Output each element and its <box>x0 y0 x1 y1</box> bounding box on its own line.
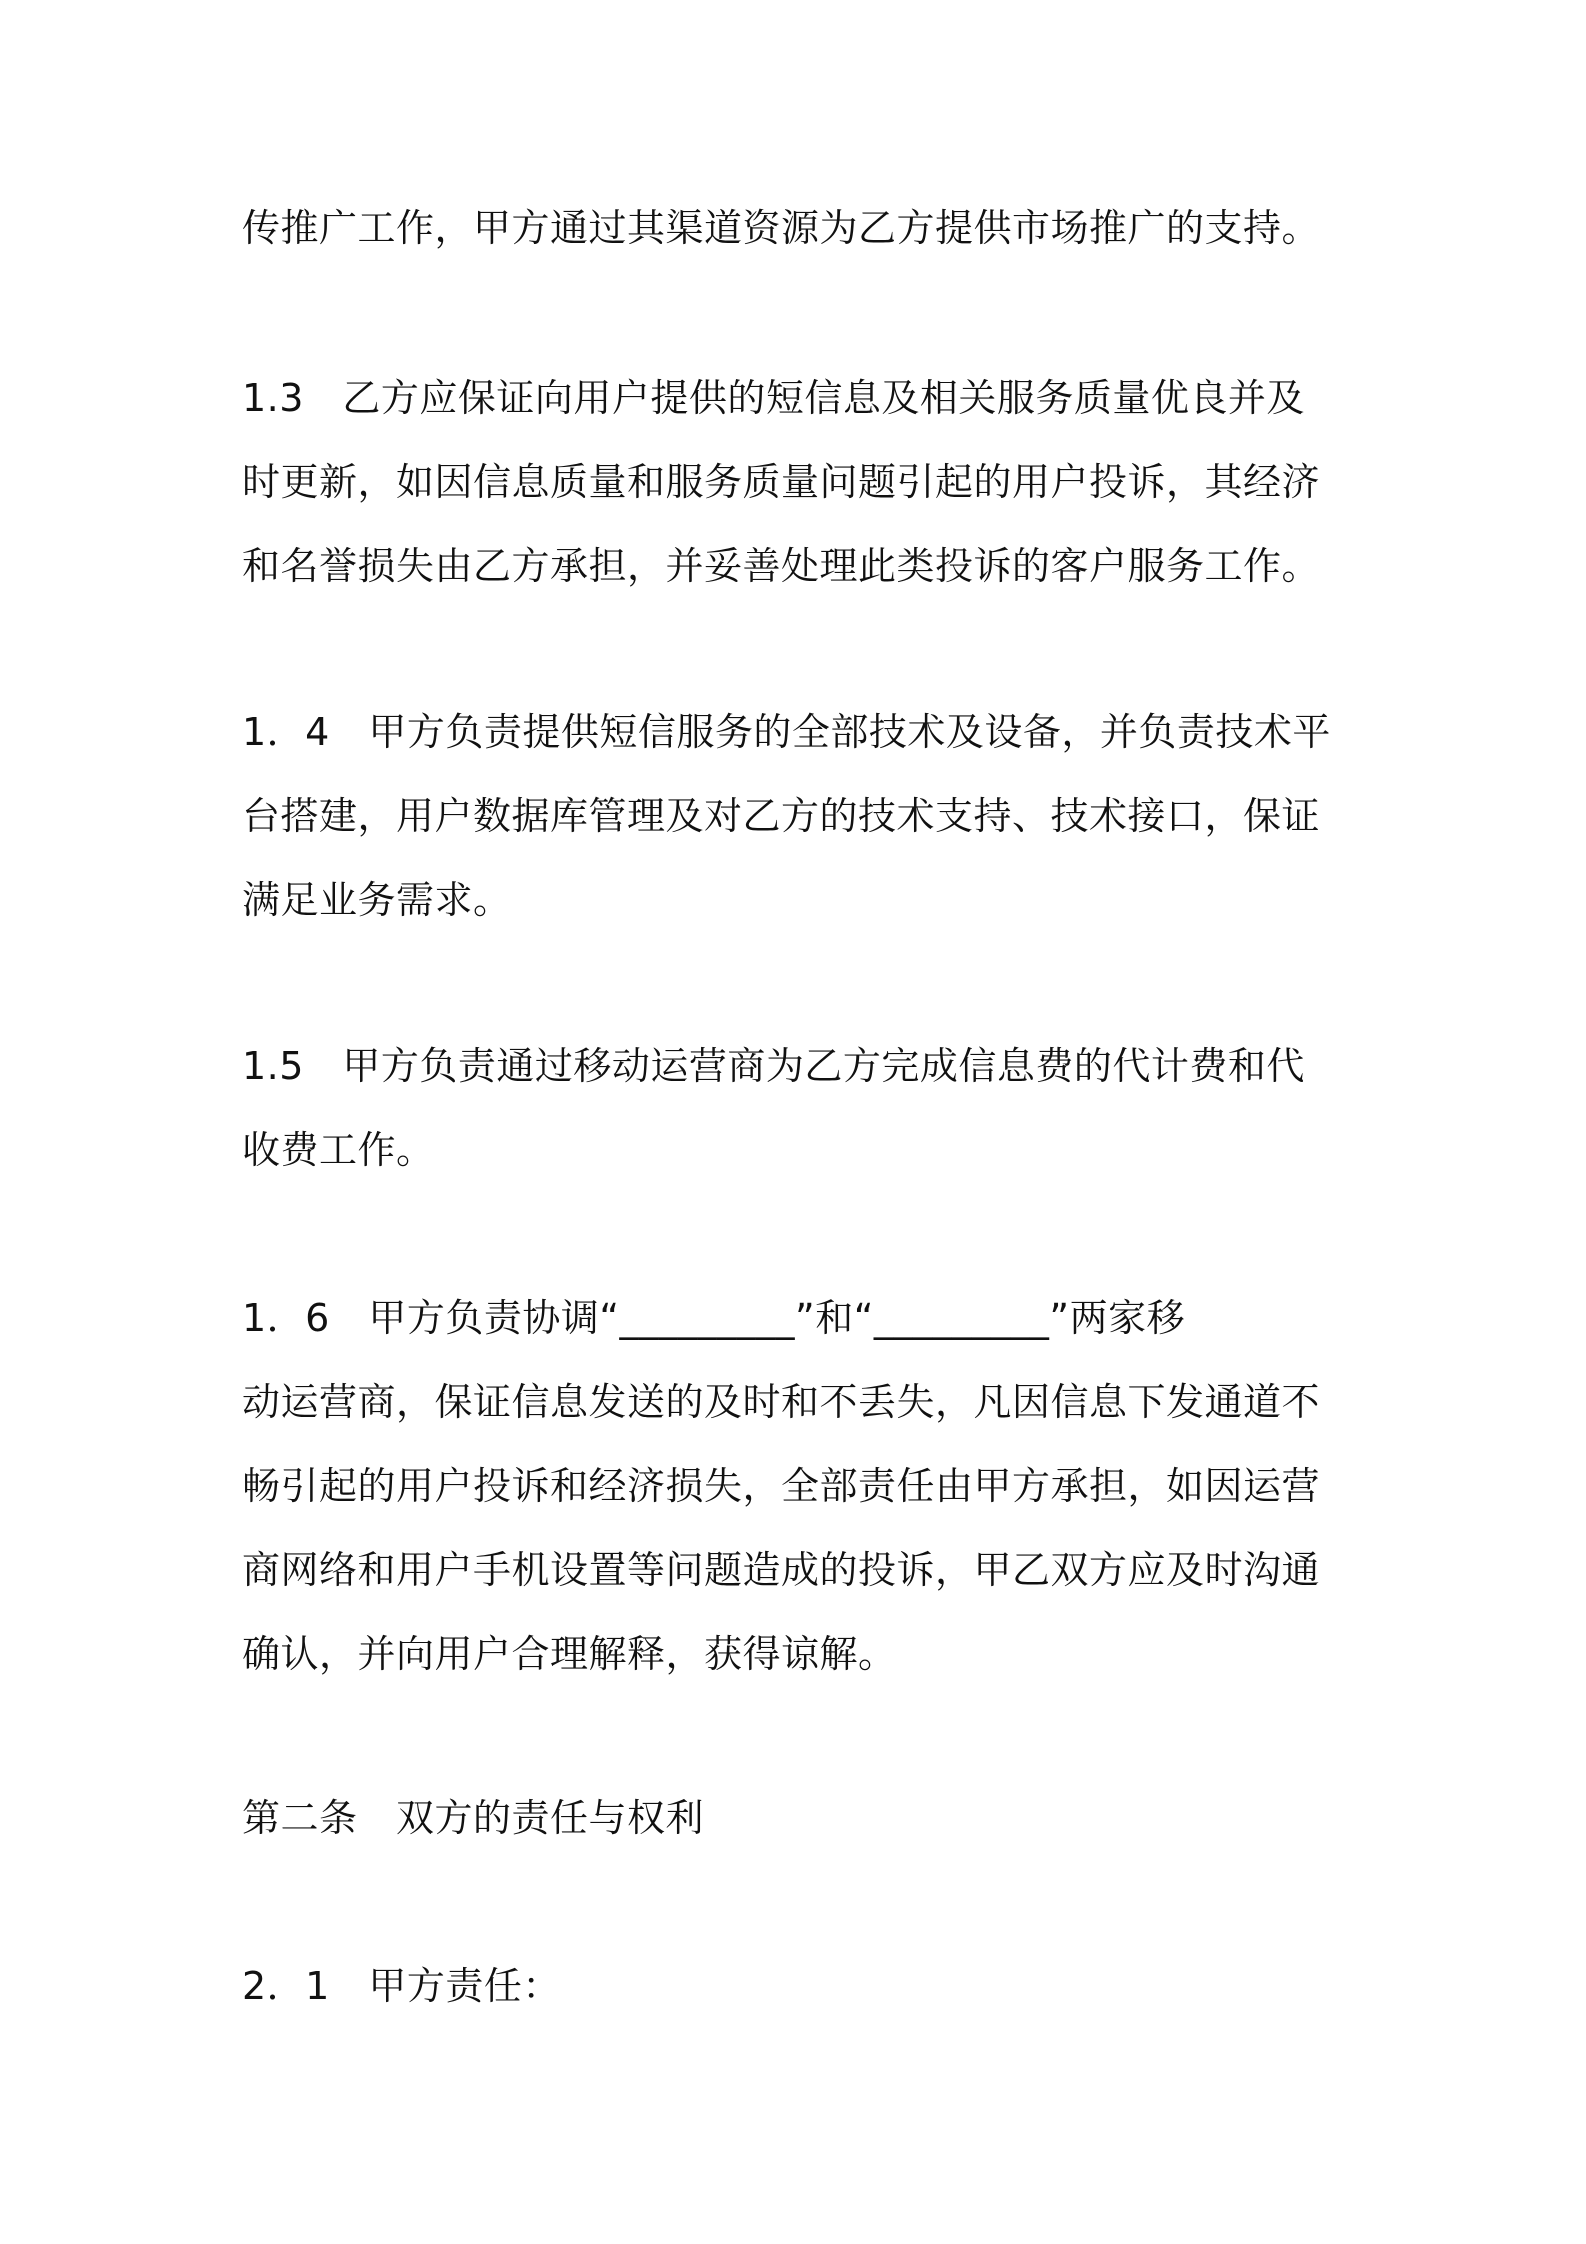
text-line: 收费工作。 <box>242 1128 435 1172</box>
text-line: 1．6 甲方负责协调“_________”和“_________”两家移 <box>242 1296 1186 1340</box>
text-line: 商网络和用户手机设置等问题造成的投诉，甲乙双方应及时沟通 <box>242 1548 1321 1592</box>
paragraph-2-1-heading <box>242 1944 1352 2028</box>
text-line: 满足业务需求。 <box>242 878 512 922</box>
paragraph-1-5 <box>242 1024 1352 1192</box>
text-line: 和名誉损失由乙方承担，并妥善处理此类投诉的客户服务工作。 <box>242 544 1321 588</box>
paragraph-1-3 <box>242 356 1352 608</box>
text-line: 第二条 双方的责任与权利 <box>242 1796 705 1840</box>
paragraph-promotion-support <box>242 186 1352 270</box>
text-line: 台搭建，用户数据库管理及对乙方的技术支持、技术接口，保证 <box>242 794 1321 838</box>
text-line: 畅引起的用户投诉和经济损失，全部责任由甲方承担，如因运营 <box>242 1464 1321 1508</box>
text-line: 1.3 乙方应保证向用户提供的短信息及相关服务质量优良并及 <box>242 376 1305 420</box>
text-line: 时更新，如因信息质量和服务质量问题引起的用户投诉，其经济 <box>242 460 1321 504</box>
paragraph-1-4 <box>242 690 1352 942</box>
text-line: 动运营商，保证信息发送的及时和不丢失，凡因信息下发通道不 <box>242 1380 1321 1424</box>
text-line: 确认，并向用户合理解释，获得谅解。 <box>242 1632 897 1676</box>
paragraph-1-6 <box>242 1276 1352 1696</box>
text-line: 1．4 甲方负责提供短信服务的全部技术及设备，并负责技术平 <box>242 710 1331 754</box>
text-line: 1.5 甲方负责通过移动运营商为乙方完成信息费的代计费和代 <box>242 1044 1305 1088</box>
text-line: 传推广工作，甲方通过其渠道资源为乙方提供市场推广的支持。 <box>242 206 1321 250</box>
text-line: 2．1 甲方责任： <box>242 1964 561 2008</box>
section-heading-article-2 <box>242 1776 1352 1860</box>
